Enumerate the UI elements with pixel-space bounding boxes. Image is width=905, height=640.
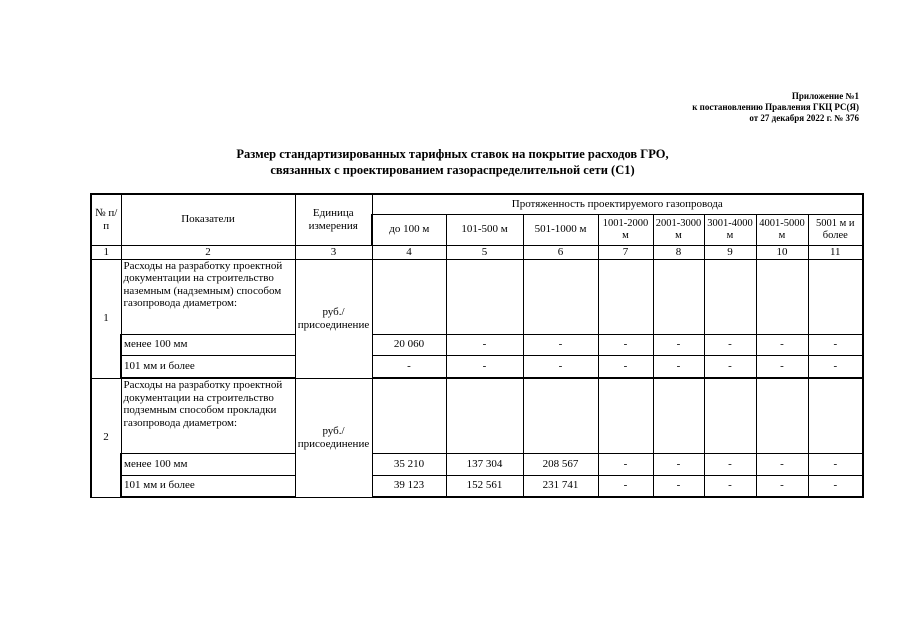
- empty-cell: [704, 259, 756, 334]
- header-length-col: 5001 м и более: [808, 214, 863, 245]
- column-number: 6: [523, 245, 598, 259]
- empty-cell: [523, 259, 598, 334]
- value-cell: -: [756, 334, 808, 355]
- value-cell: -: [704, 334, 756, 355]
- value-cell: 231 741: [523, 475, 598, 497]
- section-unit: руб./присоединение: [295, 378, 372, 497]
- section-description: Расходы на разработку проектной документации на строительство подземным способом прокладки газопровода диаметром:: [121, 378, 295, 453]
- column-number: 4: [372, 245, 446, 259]
- column-number: 1: [91, 245, 121, 259]
- value-cell: -: [446, 355, 523, 378]
- empty-cell: [756, 378, 808, 453]
- value-cell: -: [704, 475, 756, 497]
- value-cell: -: [598, 453, 653, 475]
- empty-cell: [808, 378, 863, 453]
- row-label: менее 100 мм: [121, 453, 295, 475]
- value-cell: -: [756, 453, 808, 475]
- column-number: 10: [756, 245, 808, 259]
- column-number: 5: [446, 245, 523, 259]
- value-cell: 39 123: [372, 475, 446, 497]
- column-number: 8: [653, 245, 704, 259]
- column-number: 9: [704, 245, 756, 259]
- value-cell: -: [704, 453, 756, 475]
- value-cell: -: [653, 334, 704, 355]
- empty-cell: [372, 259, 446, 334]
- empty-cell: [756, 259, 808, 334]
- header-length-col: 501-1000 м: [523, 214, 598, 245]
- value-cell: -: [523, 334, 598, 355]
- column-number: 7: [598, 245, 653, 259]
- value-cell: -: [808, 475, 863, 497]
- empty-cell: [653, 378, 704, 453]
- value-cell: 137 304: [446, 453, 523, 475]
- value-cell: -: [756, 355, 808, 378]
- value-cell: -: [653, 453, 704, 475]
- header-length-col: 101-500 м: [446, 214, 523, 245]
- column-number: 3: [295, 245, 372, 259]
- value-cell: 35 210: [372, 453, 446, 475]
- empty-cell: [653, 259, 704, 334]
- section-description: Расходы на разработку проектной документации на строительство наземным (надземным) способом газопровода диаметром:: [121, 259, 295, 334]
- header-row-number: № п/п: [91, 194, 121, 245]
- value-cell: -: [808, 453, 863, 475]
- header-length-col: до 100 м: [372, 214, 446, 245]
- header-length-col: 4001-5000 м: [756, 214, 808, 245]
- title-line-1: Размер стандартизированных тарифных ставок на покрытие расходов ГРО,: [236, 147, 669, 161]
- appendix-resolution: к постановлению Правления ГКЦ РС(Я): [692, 102, 859, 112]
- title-line-2: связанных с проектированием газораспределительной сети (С1): [270, 163, 635, 177]
- header-length-col: 2001-3000 м: [653, 214, 704, 245]
- value-cell: -: [523, 355, 598, 378]
- section-number: 1: [91, 259, 121, 378]
- appendix-reference: [692, 91, 859, 124]
- value-cell: -: [372, 355, 446, 378]
- value-cell: 20 060: [372, 334, 446, 355]
- header-unit: Единица измерения: [295, 194, 372, 245]
- value-cell: -: [704, 355, 756, 378]
- value-cell: -: [598, 355, 653, 378]
- appendix-date: от 27 декабря 2022 г. № 376: [749, 113, 859, 123]
- value-cell: -: [653, 355, 704, 378]
- value-cell: 208 567: [523, 453, 598, 475]
- empty-cell: [446, 378, 523, 453]
- value-cell: -: [598, 334, 653, 355]
- value-cell: -: [653, 475, 704, 497]
- value-cell: 152 561: [446, 475, 523, 497]
- header-length-group: Протяженность проектируемого газопровода: [372, 194, 863, 214]
- header-indicators: Показатели: [121, 194, 295, 245]
- empty-cell: [372, 378, 446, 453]
- document-title: [0, 146, 905, 178]
- value-cell: -: [598, 475, 653, 497]
- empty-cell: [523, 378, 598, 453]
- appendix-number: Приложение №1: [791, 91, 859, 101]
- header-length-col: 1001-2000 м: [598, 214, 653, 245]
- value-cell: -: [446, 334, 523, 355]
- section-number: 2: [91, 378, 121, 497]
- row-label: 101 мм и более: [121, 355, 295, 378]
- column-number: 11: [808, 245, 863, 259]
- empty-cell: [598, 259, 653, 334]
- section-unit: руб./присоединение: [295, 259, 372, 378]
- column-number: 2: [121, 245, 295, 259]
- value-cell: -: [756, 475, 808, 497]
- empty-cell: [598, 378, 653, 453]
- header-length-col: 3001-4000 м: [704, 214, 756, 245]
- empty-cell: [808, 259, 863, 334]
- row-label: 101 мм и более: [121, 475, 295, 497]
- empty-cell: [704, 378, 756, 453]
- row-label: менее 100 мм: [121, 334, 295, 355]
- value-cell: -: [808, 334, 863, 355]
- value-cell: -: [808, 355, 863, 378]
- tariff-table: [90, 193, 864, 498]
- empty-cell: [446, 259, 523, 334]
